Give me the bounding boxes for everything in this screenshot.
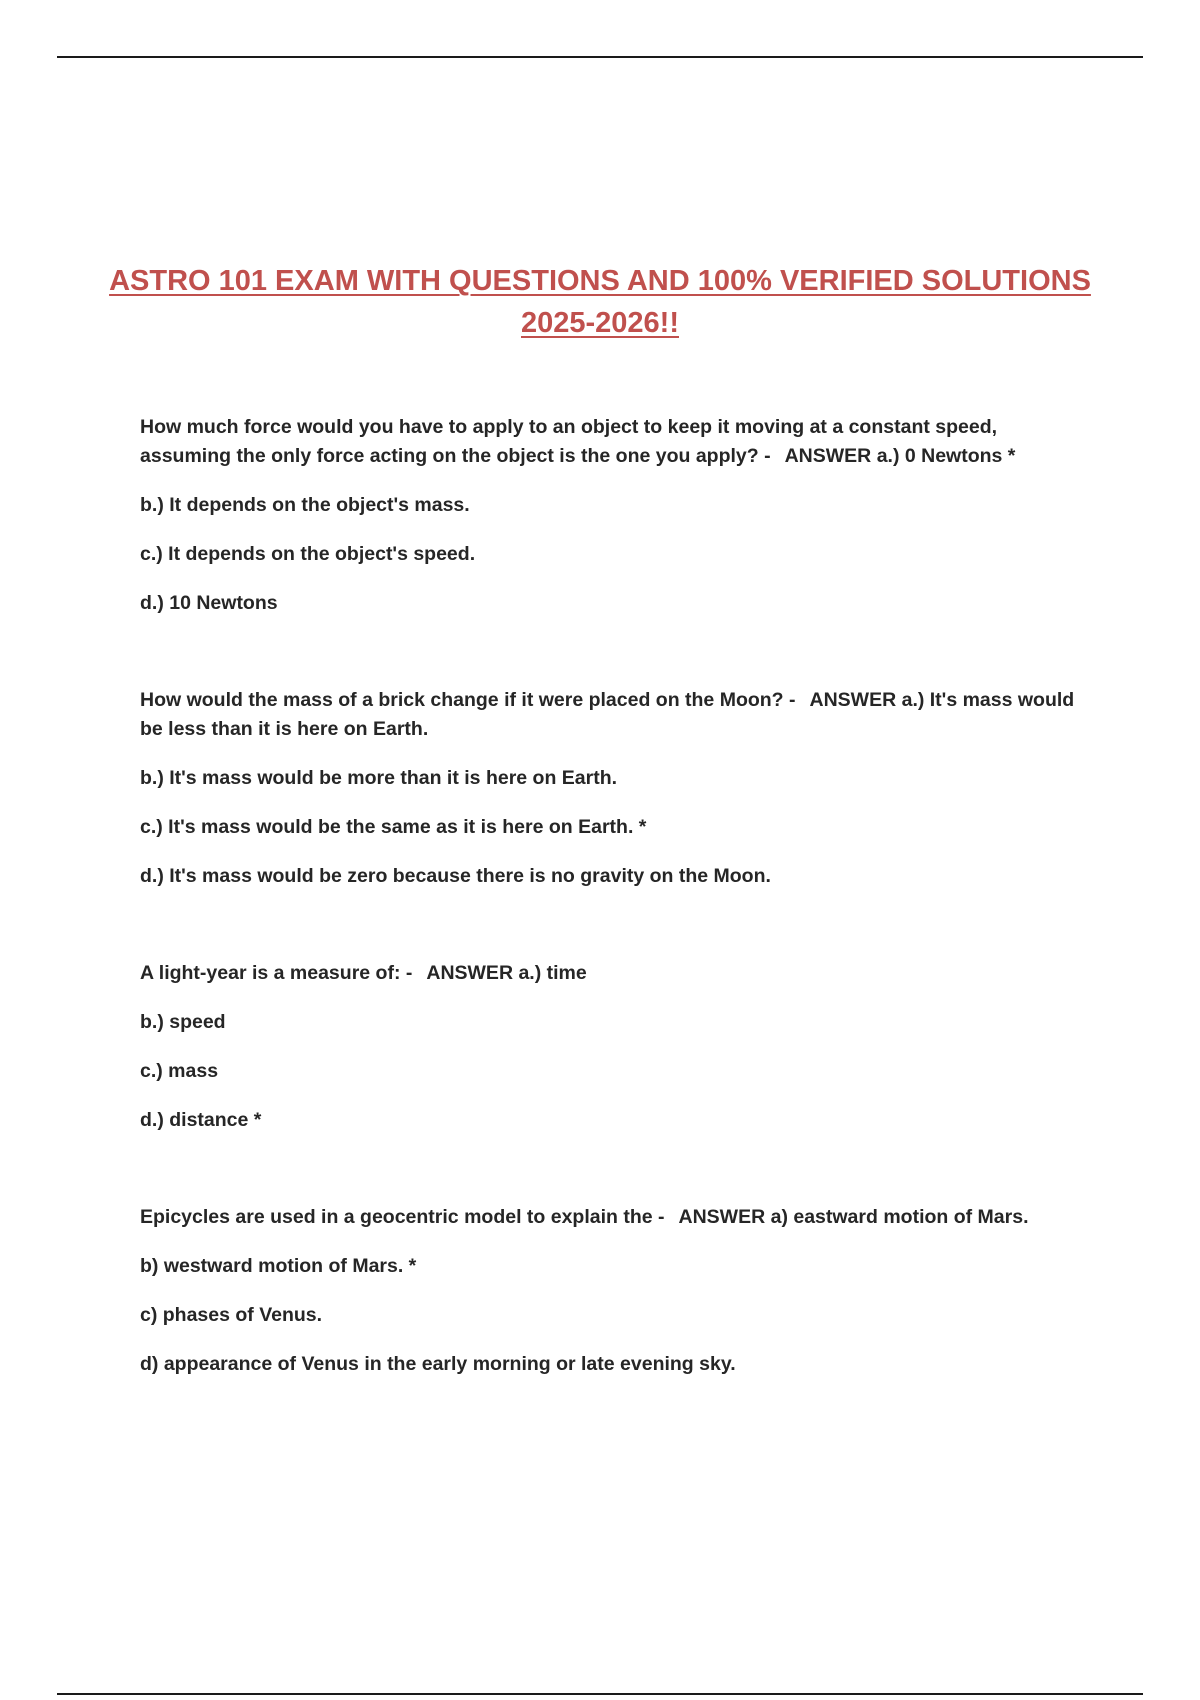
option-a: a.) time — [518, 962, 587, 984]
header-rule — [57, 56, 1143, 58]
answer-label: ANSWER — [784, 445, 872, 467]
question-block — [140, 686, 1075, 891]
question-block — [140, 959, 1075, 1135]
option-c: c.) It's mass would be the same as it is here on Earth. * — [140, 816, 647, 838]
option-b: b.) It depends on the object's mass. — [140, 494, 470, 516]
question-prompt — [140, 686, 1075, 744]
question-text: How much force would you have to apply to an object to keep it moving at a constant speed, assuming the only force acting on the object is the one you apply? - — [140, 416, 998, 467]
footer-rule — [57, 1693, 1143, 1695]
option-c: c.) It depends on the object's speed. — [140, 543, 476, 565]
option-b: b.) speed — [140, 1011, 226, 1033]
option-c: c.) mass — [140, 1060, 219, 1082]
question-text: How would the mass of a brick change if it were placed on the Moon? - — [140, 689, 796, 711]
option-a: a.) 0 Newtons * — [876, 445, 1016, 467]
answer-label: ANSWER — [426, 962, 514, 984]
option-d: d.) distance * — [140, 1109, 262, 1131]
question-prompt — [140, 1203, 1075, 1232]
answer-label: ANSWER — [678, 1206, 766, 1228]
option-c: c) phases of Venus. — [140, 1304, 323, 1326]
option-a: a.) It's mass would be less than it is here on Earth. — [140, 689, 1075, 740]
question-prompt — [140, 413, 1075, 471]
answer-label: ANSWER — [809, 689, 897, 711]
option-d: d.) It's mass would be zero because there is no gravity on the Moon. — [140, 865, 771, 887]
document-title: ASTRO 101 EXAM WITH QUESTIONS AND 100% VERIFIED SOLUTIONS 2025-2026!! — [109, 265, 1091, 339]
question-text: Epicycles are used in a geocentric model to explain the - — [140, 1206, 665, 1228]
option-b: b) westward motion of Mars. * — [140, 1255, 417, 1277]
question-text: A light-year is a measure of: - — [140, 962, 413, 984]
option-a: a) eastward motion of Mars. — [770, 1206, 1029, 1228]
question-prompt — [140, 959, 1075, 988]
option-b: b.) It's mass would be more than it is here on Earth. — [140, 767, 618, 789]
question-block — [140, 413, 1075, 618]
question-list — [140, 413, 1075, 1379]
option-d: d.) 10 Newtons — [140, 592, 278, 614]
option-d: d) appearance of Venus in the early morning or late evening sky. — [140, 1353, 736, 1375]
question-block — [140, 1203, 1075, 1379]
